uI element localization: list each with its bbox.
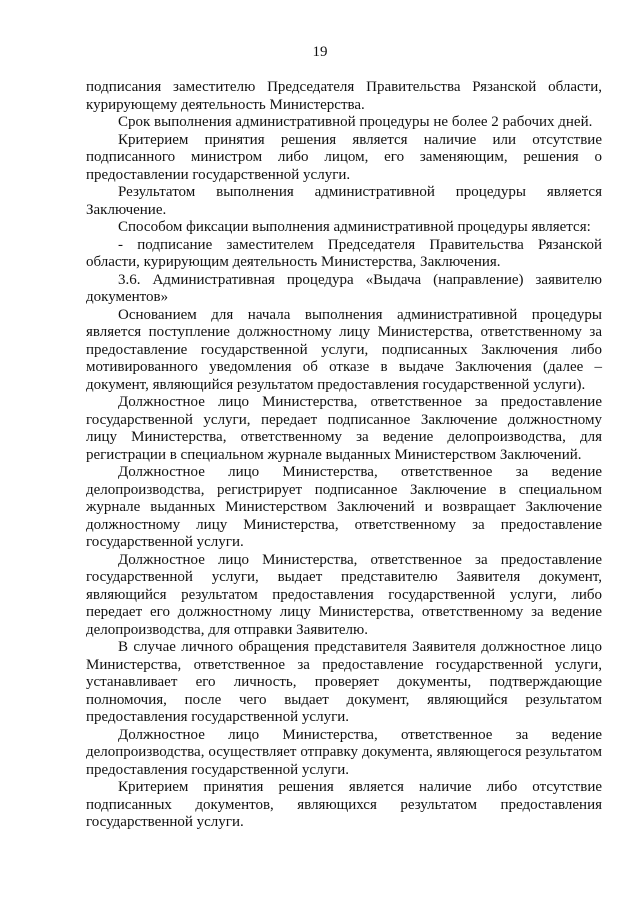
paragraph: В случае личного обращения представителя Заявителя должностное лицо Министерства, ответственное за предоставление государственной услуги, устанавливает его личность, проверяет документы, подтверждающие полномочия, после чего выдает документ, являющийся результатом предоставления государственной услуги. xyxy=(86,639,602,725)
section-heading: 3.6. Административная процедура «Выдача (направление) заявителю документов» xyxy=(86,271,602,305)
page-number: 19 xyxy=(312,44,328,60)
paragraph: Способом фиксации выполнения административной процедуры является: xyxy=(118,219,591,235)
paragraph: Должностное лицо Министерства, ответственное за предоставление государственной услуги, выдает представителю Заявителя документ, являющийся результатом предоставления государственной услуги, либо передает его должностному лицу Министерства, ответственному за ведение делопроизводства, для отправки Заявителю. xyxy=(86,551,602,638)
paragraph: Критерием принятия решения является наличие либо отсутствие подписанных документов, являющихся результатом предоставления государственной услуги. xyxy=(86,779,602,830)
paragraph: Срок выполнения административной процедуры не более 2 рабочих дней. xyxy=(118,114,593,130)
paragraph: Должностное лицо Министерства, ответственное за ведение делопроизводства, осуществляет отправку документа, являющегося результатом предоставления государственной услуги. xyxy=(86,726,602,778)
document-body xyxy=(86,79,602,832)
paragraph: Основанием для начала выполнения административной процедуры является поступление должностному лицу Министерства, ответственному за предоставление государственной услуги, подписанных Заключения либо мотивированного уведомления об отказе в выдаче Заключения (далее – документ, являющийся результатом предоставления государственной услуги). xyxy=(86,306,602,393)
paragraph: подписания заместителю Председателя Правительства Рязанской области, курирующему деятельность Министерства. xyxy=(86,79,602,113)
paragraph: Результатом выполнения административной процедуры является Заключение. xyxy=(86,184,602,218)
paragraph: Критерием принятия решения является наличие или отсутствие подписанного министром либо лицом, его заменяющим, решения о предоставлении государственной услуги. xyxy=(86,131,602,183)
paragraph: Должностное лицо Министерства, ответственное за предоставление государственной услуги, передает подписанное Заключение должностному лицу Министерства, ответственному за ведение делопроизводства, для регистрации в специальном журнале выданных Министерством Заключений. xyxy=(86,394,602,463)
paragraph: - подписание заместителем Председателя Правительства Рязанской области, курирующим деятельность Министерства, Заключения. xyxy=(86,236,602,270)
paragraph: Должностное лицо Министерства, ответственное за ведение делопроизводства, регистрирует подписанное Заключение в специальном журнале выданных Министерством Заключений и возвращает Заключение должностному лицу Министерства, ответственному за предоставление государственной услуги. xyxy=(86,464,602,550)
